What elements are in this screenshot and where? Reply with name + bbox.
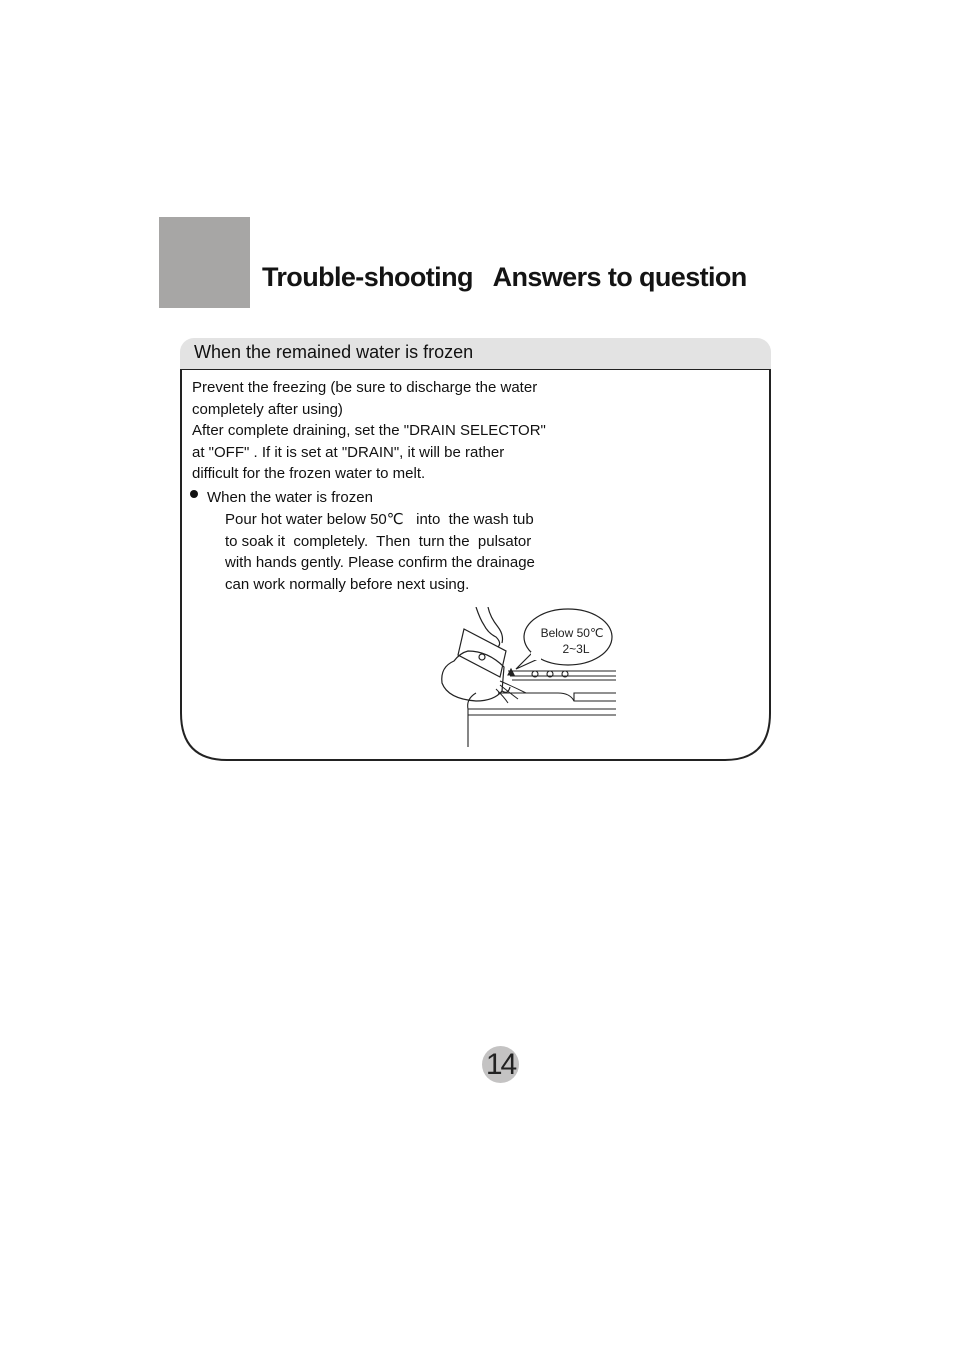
bullet-line: Pour hot water below 50℃ into the wash tub	[225, 511, 534, 528]
page-number: 14	[482, 1046, 519, 1083]
bullet-icon	[190, 490, 198, 498]
bullet-line: can work normally before next using.	[225, 575, 470, 593]
bullet-line: to soak it completely. Then turn the pulsator	[225, 532, 532, 550]
callout-line-2: 2~3L	[562, 642, 590, 656]
washer-control-panel-icon	[468, 669, 616, 747]
callout-line-1: Below 50℃	[540, 626, 604, 640]
intro-line: difficult for the frozen water to melt.	[192, 465, 426, 482]
intro-line: After complete draining, set the "DRAIN SELECTOR"	[192, 422, 546, 439]
hand-icon	[476, 607, 503, 647]
intro-line: completely after using)	[192, 400, 343, 418]
section-header	[180, 338, 771, 369]
kettle-icon	[442, 629, 510, 701]
bullet-title: When the water is frozen	[207, 489, 373, 506]
intro-line: at "OFF" . If it is set at "DRAIN", it will be rather	[192, 443, 505, 461]
section-tab-block	[159, 217, 250, 308]
bullet-line: with hands gently. Please confirm the drainage	[225, 554, 535, 571]
section-header-text: When the remained water is frozen	[194, 342, 474, 362]
bullet-body	[225, 509, 535, 595]
hot-water-illustration	[438, 607, 618, 749]
page-title: Trouble-shooting Answers to question	[262, 262, 747, 292]
intro-line: Prevent the freezing (be sure to discharge the water	[192, 379, 538, 396]
intro-paragraph	[192, 377, 546, 485]
